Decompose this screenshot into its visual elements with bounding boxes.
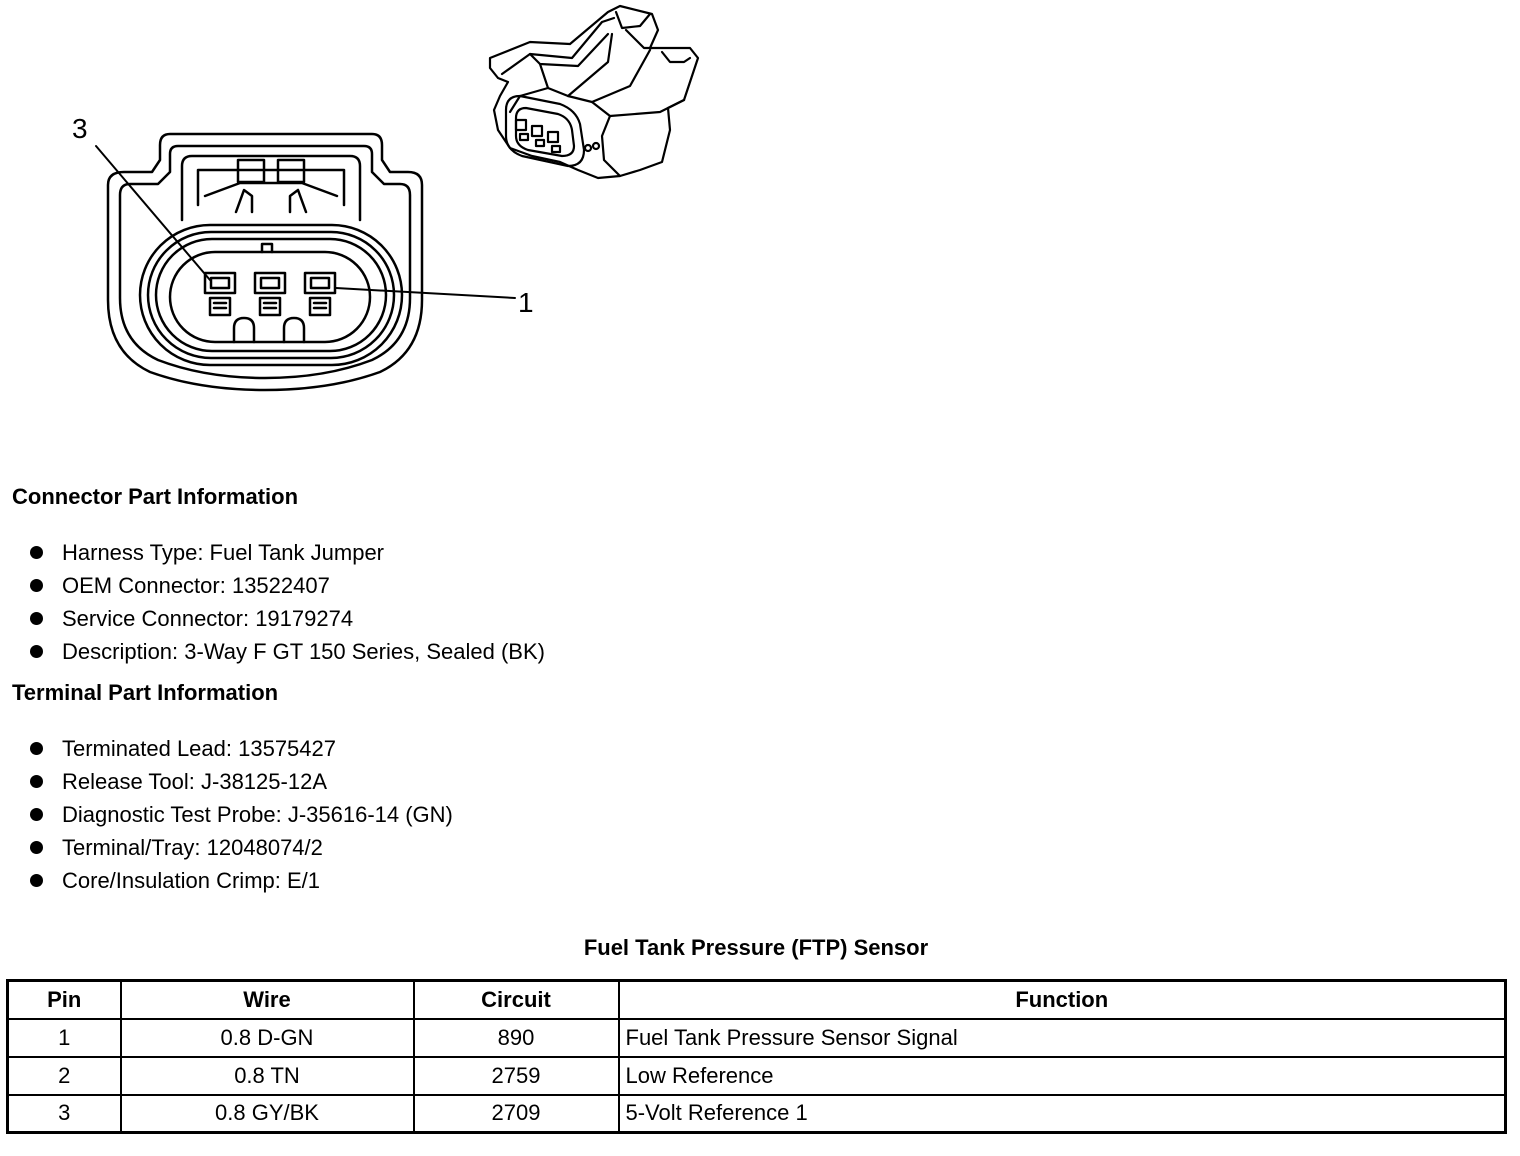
list-item: [30, 798, 453, 831]
cell-function: Low Reference: [619, 1057, 1506, 1095]
connector-info-list: [30, 536, 545, 668]
cell-circuit: 2709: [414, 1095, 619, 1133]
list-item: [30, 864, 453, 897]
bullet-icon: [30, 775, 43, 788]
list-item-text: Release Tool: J-38125-12A: [62, 769, 327, 794]
bullet-icon: [30, 612, 43, 625]
callout-3-label: 3: [72, 113, 88, 144]
bullet-icon: [30, 645, 43, 658]
list-item-text: Description: 3-Way F GT 150 Series, Sealed (BK): [62, 639, 545, 664]
pin-table-title: Fuel Tank Pressure (FTP) Sensor: [583, 935, 929, 960]
pin-table: [6, 979, 1507, 1134]
column-header-wire: Wire: [121, 981, 414, 1019]
bullet-icon: [30, 808, 43, 821]
column-header-function: Function: [619, 981, 1506, 1019]
bullet-icon: [30, 742, 43, 755]
list-item: [30, 635, 545, 668]
connector-isometric-view: [490, 6, 698, 178]
callout-1-leader: [336, 288, 515, 298]
list-item-text: Terminal/Tray: 12048074/2: [62, 835, 323, 860]
cell-function: Fuel Tank Pressure Sensor Signal: [619, 1019, 1506, 1057]
cell-pin: 2: [8, 1057, 121, 1095]
terminal-info-heading: Terminal Part Information: [12, 680, 279, 705]
list-item: [30, 831, 453, 864]
cell-circuit: 2759: [414, 1057, 619, 1095]
connector-info-heading: Connector Part Information: [12, 484, 299, 509]
list-item-text: Terminated Lead: 13575427: [62, 736, 336, 761]
list-item: [30, 602, 545, 635]
cell-wire: 0.8 TN: [121, 1057, 414, 1095]
callout-3-leader: [96, 146, 210, 280]
column-header-circuit: Circuit: [414, 981, 619, 1019]
table-row: [8, 1057, 1506, 1095]
list-item-text: Core/Insulation Crimp: E/1: [62, 868, 320, 893]
table-row: [8, 1019, 1506, 1057]
cell-pin: 1: [8, 1019, 121, 1057]
cell-function: 5-Volt Reference 1: [619, 1095, 1506, 1133]
bullet-icon: [30, 546, 43, 559]
table-row: [8, 1095, 1506, 1133]
connector-figure: [0, 0, 760, 400]
cell-pin: 3: [8, 1095, 121, 1133]
list-item-text: Diagnostic Test Probe: J-35616-14 (GN): [62, 802, 453, 827]
cell-wire: 0.8 GY/BK: [121, 1095, 414, 1133]
bullet-icon: [30, 874, 43, 887]
table-header-row: [8, 981, 1506, 1019]
list-item: [30, 536, 545, 569]
bullet-icon: [30, 841, 43, 854]
bullet-icon: [30, 579, 43, 592]
connector-face-view: [108, 134, 422, 390]
list-item-text: Service Connector: 19179274: [62, 606, 354, 631]
cell-wire: 0.8 D-GN: [121, 1019, 414, 1057]
cell-circuit: 890: [414, 1019, 619, 1057]
list-item: [30, 569, 545, 602]
list-item: [30, 765, 453, 798]
list-item-text: OEM Connector: 13522407: [62, 573, 330, 598]
list-item-text: Harness Type: Fuel Tank Jumper: [62, 540, 385, 565]
list-item: [30, 732, 453, 765]
callout-1-label: 1: [518, 287, 534, 318]
column-header-pin: Pin: [8, 981, 121, 1019]
terminal-info-list: [30, 732, 453, 897]
